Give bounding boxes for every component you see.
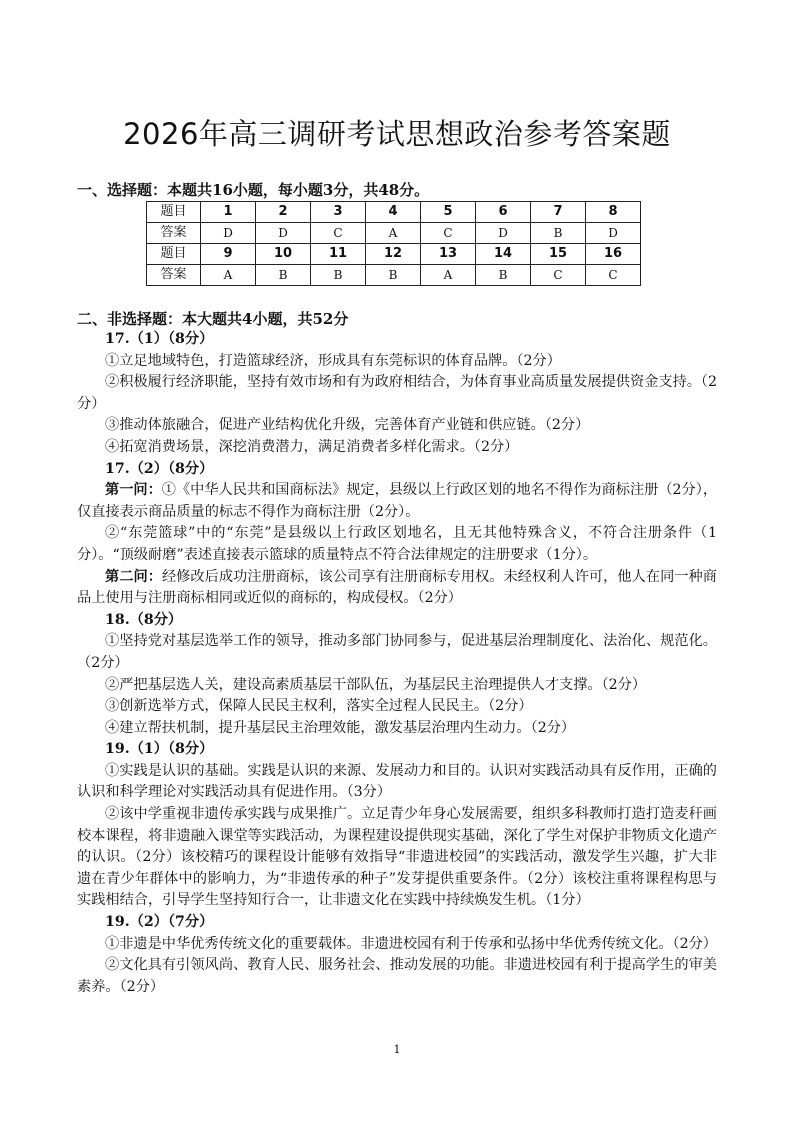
table-cell: D [201,223,256,244]
q17-2-title: 17.（2）（8分） [105,460,214,477]
table-cell: 8 [586,202,641,223]
answer-point: ④建立帮扶机制，提升基层民主治理效能，激发基层治理内生动力。（2分） [105,719,576,736]
q18-title: 18.（8分） [105,611,183,628]
q19-1-title: 19.（1）（8分） [105,741,214,758]
answer-point: ②积极履行经济职能，坚持有效市场和有为政府相结合，为体育事业高质量发展提供资金支持。（2分） [77,374,717,412]
ask1-label: 第一问： [105,482,162,499]
ask1-text: ①《中华人民共和国商标法》规定，县级以上行政区划的地名不得作为商标注册（2分），仅直接表示商品质量的标志不得作为商标注册（2分）。 [77,482,718,520]
table-row [147,265,641,286]
answer-point: ②“东莞篮球”中的“东莞”是县级以上行政区划地名，且无其他特殊含义，不符合注册条件（1分）。“顶级耐磨”表述直接表示篮球的质量特点不符合法律规定的注册要求（1分）。 [77,525,717,563]
answer-point: ②文化具有引领风尚、教育人民、服务社会、推动发展的功能。非遗进校园有利于提高学生的审美素养。（2分） [77,957,717,995]
table-cell: C [311,223,366,244]
answer-point: ①非遗是中华优秀传统文化的重要载体。非遗进校园有利于传承和弘扬中华优秀传统文化。（2分） [105,935,717,952]
answer-point [77,480,717,523]
section2-heading: 二、非选择题：本大题共4小题，共52分 [77,310,349,328]
table-cell: 4 [366,202,421,223]
answer-point: ②严把基层选人关，建设高素质基层干部队伍，为基层民主治理提供人才支撑。（2分） [105,676,647,693]
table-cell: C [531,265,586,286]
table-cell: 13 [421,244,476,265]
table-cell: B [476,265,531,286]
table-cell: A [421,265,476,286]
table-cell: A [201,265,256,286]
answer-point: ①实践是认识的基础。实践是认识的来源、发展动力和目的。认识对实践活动具有反作用，正确的认识和科学理论对实践活动具有促进作用。（3分） [77,762,717,801]
row-label-question: 题目 [147,244,201,265]
page-title: 2026年高三调研考试思想政治参考答案题 [123,117,671,151]
table-cell: 1 [201,202,256,223]
table-cell: B [311,265,366,286]
table-cell: B [256,265,311,286]
q17-1-title: 17.（1）（8分） [105,331,214,347]
table-cell: 2 [256,202,311,223]
answer-point: ④拓宽消费场景，深挖消费潜力，满足消费者多样化需求。（2分） [105,438,519,455]
answers-body [77,329,717,998]
answer-point: ③创新选举方式，保障人民民主权利，落实全过程人民民主。（2分） [105,698,533,715]
answer-point [77,567,717,610]
q19-2-title: 19.（2）（7分） [105,914,214,931]
table-cell: D [586,223,641,244]
table-cell: 5 [421,202,476,223]
answer-point: ③推动体旅融合，促进产业结构优化升级，完善体育产业链和供应链。（2分） [105,417,590,434]
table-cell: A [366,223,421,244]
row-label-answer: 答案 [147,223,201,244]
row-label-question: 题目 [147,202,201,223]
ask2-text: 经修改后成功注册商标，该公司享有注册商标专用权。未经权利人许可，他人在同一种商品上使用与注册商标相同或近似的商标的，构成侵权。（2分） [77,568,717,607]
table-row [147,244,641,265]
ask2-label: 第二问： [105,568,162,585]
table-cell: B [366,265,421,286]
table-cell: 11 [311,244,366,265]
answer-point: ①坚持党对基层选举工作的领导，推动多部门协同参与，促进基层治理制度化、法治化、规范化。（2分） [77,633,717,671]
table-cell: 14 [476,244,531,265]
answer-point: ①立足地域特色，打造篮球经济，形成具有东莞标识的体育品牌。（2分） [105,352,561,369]
section1-heading: 一、选择题：本题共16小题，每小题3分，共48分。 [77,181,430,199]
table-cell: 10 [256,244,311,265]
answer-point: ②该中学重视非遗传承实践与成果推广。立足青少年身心发展需要，组织多科教师打造打造麦秆画校本课程，将非遗融入课堂等实践活动，为课程建设提供现实基础，深化了学生对保护非物质文化遗产的认识。（2分）该校精巧的课程设计能够有效指导“非遗进校园”的实践活动，激发学生兴趣，扩大非遗在青少年群体中的影响力，为“非遗传承的种子”发芽提供重要条件。（2分）该校注重将课程构思与实践相结合，引导学生坚持知行合一，让非遗文化在实践中持续焕发生机。（1分） [77,806,717,909]
table-cell: 16 [586,244,641,265]
table-row [147,202,641,223]
table-cell: 7 [531,202,586,223]
row-label-answer: 答案 [147,265,201,286]
table-cell: D [256,223,311,244]
table-row [147,223,641,244]
table-cell: 15 [531,244,586,265]
table-cell: 9 [201,244,256,265]
table-cell: C [421,223,476,244]
table-cell: B [531,223,586,244]
page-number: 1 [393,1043,401,1056]
table-cell: C [586,265,641,286]
table-cell: 12 [366,244,421,265]
table-cell: D [476,223,531,244]
table-cell: 6 [476,202,531,223]
answer-table [146,201,641,286]
table-cell: 3 [311,202,366,223]
